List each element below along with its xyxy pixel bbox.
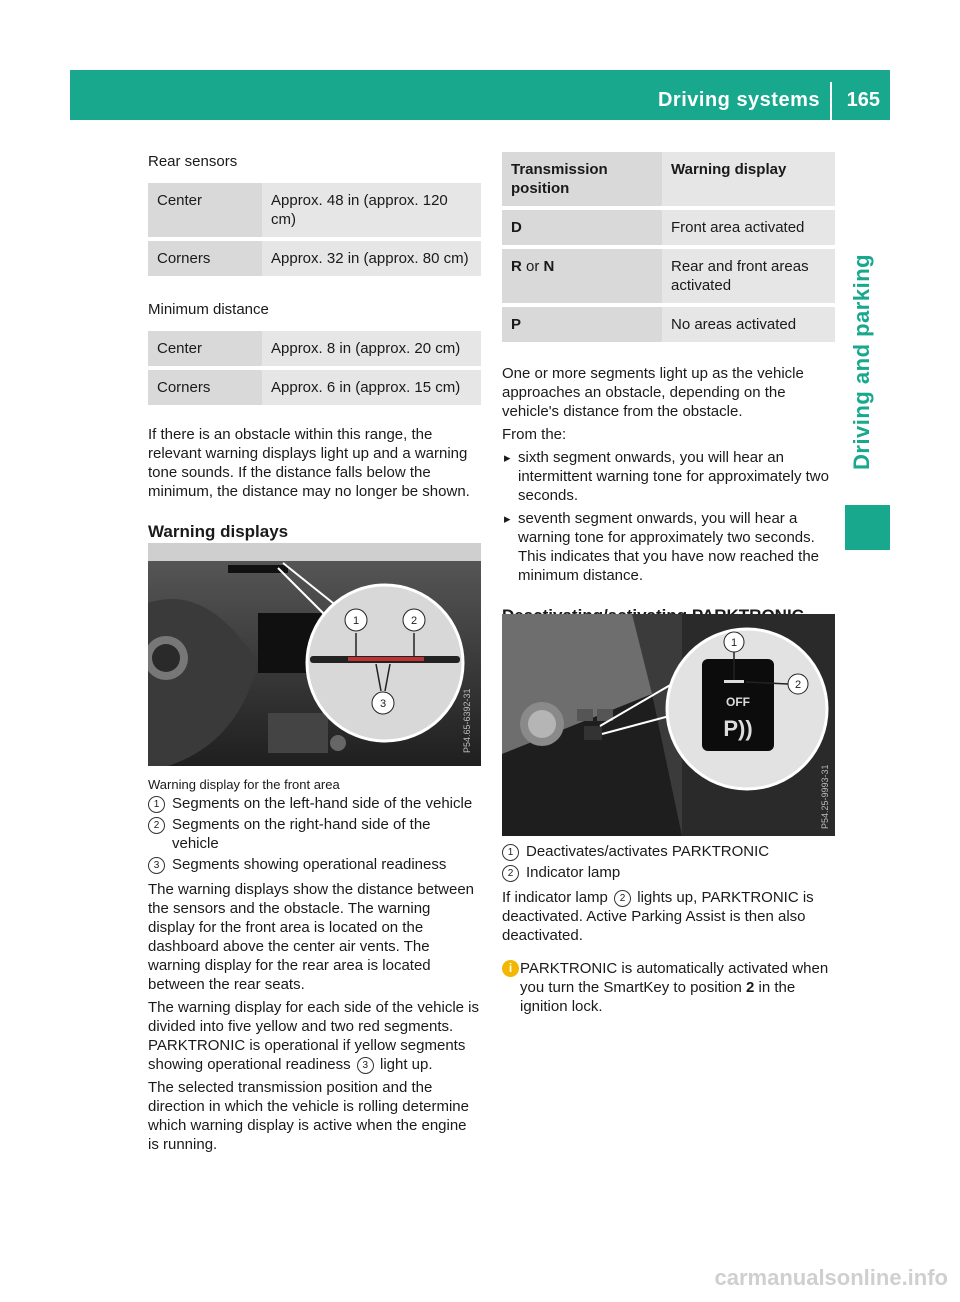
legend-text: Segments showing operational readiness (172, 856, 447, 873)
text: in the ignition lock. (520, 979, 796, 1015)
table-cell: Approx. 8 in (approx. 20 cm) (262, 331, 481, 366)
table-cell: Corners (148, 241, 262, 276)
table-header-row (502, 152, 835, 206)
table-row (502, 210, 835, 245)
table-header: Warning display (662, 152, 835, 206)
legend-text: Segments on the right-hand side of the vehicle (172, 816, 431, 852)
text: If indicator lamp (502, 889, 608, 906)
side-tab-marker (845, 505, 890, 550)
side-tab-label: Driving and parking (849, 253, 874, 470)
transmission-table (502, 148, 835, 346)
svg-text:P54.25-9993-31: P54.25-9993-31 (820, 764, 830, 829)
min-distance-title: Minimum distance (148, 301, 269, 318)
table-row (148, 183, 481, 237)
table-cell: Rear and front areas activated (662, 249, 835, 303)
legend-item (502, 863, 835, 882)
page-number: 165 (846, 89, 880, 111)
callout-number-icon: 1 (502, 844, 519, 861)
right-column-lower (502, 842, 835, 1016)
console-illustration (502, 614, 835, 836)
bullet-item: ▸ seventh segment onwards, you will hear a warning tone for approximately two seconds. This indicates that you have now reached the minimum distance. (502, 509, 835, 585)
info-icon: i (502, 960, 519, 977)
paragraph: One or more segments light up as the vehicle approaches an obstacle, depending on the vehicle's distance from the obstacle. (502, 365, 804, 420)
paragraph (502, 888, 835, 945)
table-cell: P (502, 307, 662, 342)
legend-item (148, 855, 481, 874)
text: PARKTRONIC is automatically activated when you turn the SmartKey to position (520, 960, 829, 996)
parktronic-button-photo (502, 614, 835, 836)
table-cell: D (502, 210, 662, 245)
svg-text:1: 1 (352, 615, 360, 627)
paragraph (148, 998, 481, 1074)
paragraph: The selected transmission position and the direction in which the vehicle is rolling determine which warning display is active when the engine is running. (148, 1079, 469, 1153)
dashboard-illustration (148, 543, 481, 766)
text: 2 (745, 979, 755, 996)
paragraph: From the: (502, 426, 567, 443)
table-cell: Approx. 48 in (approx. 120 cm) (262, 183, 481, 237)
callout-number-icon: 1 (148, 796, 165, 813)
left-column (148, 152, 481, 550)
callout-number-icon: 2 (148, 817, 165, 834)
legend-text: Segments on the left-hand side of the vehicle (172, 795, 473, 812)
table-cell: Front area activated (662, 210, 835, 245)
rear-sensors-table (148, 179, 481, 280)
svg-text:2: 2 (794, 679, 802, 691)
text: lights up, PARKTRONIC is deactivated. Active Parking Assist is then also deactivated. (502, 889, 814, 944)
callout-number-icon: 3 (357, 1057, 374, 1074)
text: light up. (379, 1056, 433, 1073)
table-cell: Corners (148, 370, 262, 405)
header-bar (70, 70, 890, 120)
header-divider (830, 82, 832, 120)
paragraph: If there is an obstacle within this range, the relevant warning displays light up and a warning tone sounds. If the distance falls below the minimum, the distance may no longer be shown. (148, 426, 470, 500)
legend-item (148, 794, 481, 813)
legend-item (502, 842, 835, 861)
table-cell: No areas activated (662, 307, 835, 342)
legend-text: Indicator lamp (526, 864, 621, 881)
rear-sensors-title: Rear sensors (148, 153, 238, 170)
table-row (148, 331, 481, 366)
paragraph: The warning displays show the distance between the sensors and the obstacle. The warning display for the front area is located on the dashboard above the center air vents. The warning display for the rear area is located between the rear seats. (148, 881, 475, 993)
svg-text:1: 1 (730, 637, 738, 649)
callout-number-icon: 2 (614, 890, 631, 907)
min-distance-table (148, 327, 481, 409)
bullet-item: ▸ sixth segment onwards, you will hear an intermittent warning tone for approximately two seconds. (502, 448, 835, 505)
callout-number-icon: 3 (148, 857, 165, 874)
warning-display-photo (148, 543, 481, 766)
svg-text:2: 2 (410, 615, 418, 627)
left-column-lower (148, 775, 481, 1154)
svg-text:OFF: OFF (726, 695, 750, 709)
figure-caption: Warning display for the front area (148, 777, 340, 792)
table-row (148, 370, 481, 405)
transmission-table-wrap (502, 152, 835, 634)
section-title: Driving systems (657, 89, 820, 111)
info-note (502, 959, 835, 1016)
table-row (148, 241, 481, 276)
legend-item (148, 815, 481, 853)
table-header: Transmission position (502, 152, 662, 206)
svg-text:P)): P)) (723, 716, 753, 741)
table-row (502, 307, 835, 342)
legend-text: Deactivates/activates PARKTRONIC (526, 843, 770, 860)
table-cell: Approx. 6 in (approx. 15 cm) (262, 370, 481, 405)
watermark: carmanualsonline.info (714, 1265, 948, 1290)
table-cell: Center (148, 331, 262, 366)
table-cell: Approx. 32 in (approx. 80 cm) (262, 241, 481, 276)
text: The warning display for each side of the vehicle is divided into five yellow and two red segments. PARKTRONIC is operational if yellow segments showing operational readiness (148, 999, 480, 1073)
table-cell: R or N (502, 249, 662, 303)
svg-text:3: 3 (379, 698, 387, 710)
callout-number-icon: 2 (502, 865, 519, 882)
table-cell: Center (148, 183, 262, 237)
svg-text:P54.65-6392-31: P54.65-6392-31 (462, 688, 472, 753)
heading-warning-displays: Warning displays (148, 521, 481, 550)
table-row (502, 249, 835, 303)
